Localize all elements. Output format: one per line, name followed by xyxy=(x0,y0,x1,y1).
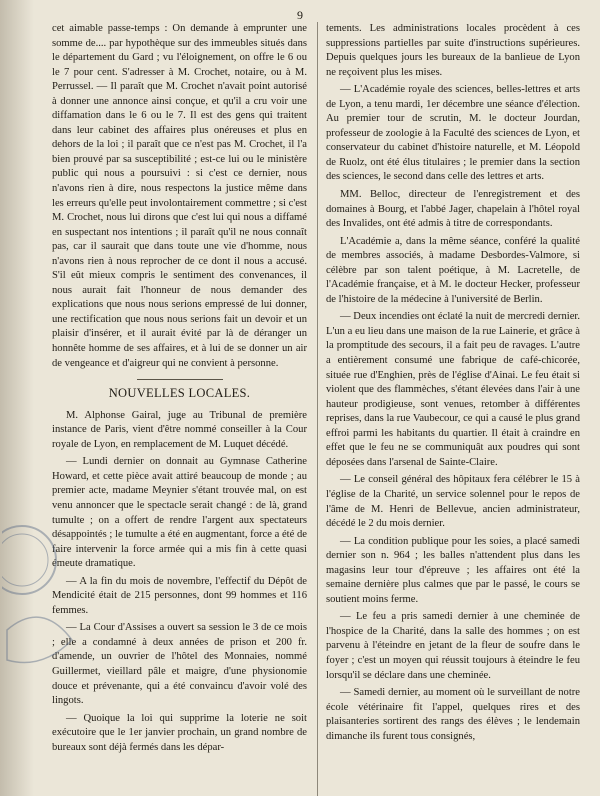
right-paragraph: — Le feu a pris samedi dernier à une cheminée de l'hospice de la Charité, dans la salle des hommes ; on est parvenu à l'éteindre en jetant de la fleur de soufre dans le foyer ; c'est un moyen qui réussit toujours à éteindre le feu lorsqu'il se déclare dans une cheminée. xyxy=(326,611,580,681)
news-item: — Lundi dernier on donnait au Gymnase Catherine Howard, et cette pièce avait attiré beaucoup de monde ; au premier acte, madame Meynier s'étant trouvée mal, on est venu annoncer que le spectacle serait changé : de là, grand tumulte ; on a offert de rendre l'argent aux spectateurs désappointés ; le tumulte a été en augmentant, force a été de faire intervenir la force armée qui a mis fin à cette quasi émeute dramatique. xyxy=(52,456,307,570)
section-title: NOUVELLES LOCALES. xyxy=(108,386,251,401)
section-rule xyxy=(137,379,223,380)
right-paragraph: — Deux incendies ont éclaté la nuit de mercredi dernier. L'un a eu lieu dans une maison de la rue Lainerie, et grâce à la promptitude des secours, il a fait peu de ravages. L'autre a entièrement consumé une fabrique de café-chicorée, située rue d'Enghien, près de l'église d'Ainai. Le feu était si violent que des flammèches, s'étant élevées dans l'air à une hauteur prodigieuse, sont venues, retomber à différentes reprises, dans la rue Vaubecour, ce qui a causé le plus grand effroi parmi les habitants du quartier. Il était à craindre en effet que le feu ne se communiquât aux poudres qui sont déposées dans l'arsenal de Sainte-Claire. xyxy=(326,311,580,468)
news-item: — La Cour d'Assises a ouvert sa session le 3 de ce mois ; elle a condamné à deux années de prison et 200 fr. d'amende, un ouvrier de l'hôtel des Monnaies, nommé Guillermet, vieillard pâle et maigre, d'une physionomie douce et prévenante, qui a été convaincu d'avoir volé des lingots. xyxy=(52,622,307,707)
right-paragraph: — L'Académie royale des sciences, belles-lettres et arts de Lyon, a tenu mardi, 1er décembre une séance d'élection. Au premier tour de scrutin, M. le docteur Jourdan, professeur de zoologie à la Faculté des sciences de Lyon, et conservateur du cabinet d'histoire naturelle, et M. Léopold de Ruolz, ont été élus titulaires ; le premier dans la section des sciences, le second dans celle des lettres et arts. xyxy=(326,84,580,183)
right-paragraph: MM. Belloc, directeur de l'enregistrement et des domaines à Bourg, et l'abbé Jager, chapelain à l'hôtel royal des Invalides, ont été admis à titre de correspondants. xyxy=(326,189,580,230)
news-item: — A la fin du mois de novembre, l'effectif du Dépôt de Mendicité était de 215 personnes, dont 99 hommes et 116 femmes. xyxy=(52,575,307,616)
page-number: 9 xyxy=(297,8,303,22)
right-paragraph: tements. Les administrations locales procèdent à ces suppressions partielles par suite d'instructions supérieures. Depuis quelques jours les bureaux de la banlieue de Lyon ne reçoivent plus les mises. xyxy=(326,23,580,78)
column-divider xyxy=(317,22,318,796)
right-paragraph: — La condition publique pour les soies, a placé samedi dernier son n. 964 ; les balles n'attendent plus dans les magasins leur tour d'épreuve ; les affaires ont été la semaine dernière plus calmes que par le passé, le cours se soutient moins ferme. xyxy=(326,535,580,605)
right-column xyxy=(326,22,580,744)
news-item: M. Alphonse Gairal, juge au Tribunal de première instance de Paris, vient d'être nommé conseiller à la Cour royale de Lyon, en remplacement de M. Luquet décédé. xyxy=(52,409,307,450)
right-paragraph: — Le conseil général des hôpitaux fera célébrer le 15 à l'église de la Charité, un service solennel pour le repos de l'âme de M. Henri de Bellevue, ancien administrateur, décédé le 2 du mois dernier. xyxy=(326,474,580,530)
right-paragraph: — Samedi dernier, au moment où le surveillant de notre école vétérinaire fit l'appel, quelques rires et des plaisanteries sortirent des rangs des élèves ; le lendemain dimanche ils furent tous consignés, xyxy=(326,687,580,742)
right-paragraph: L'Académie a, dans la même séance, conféré la qualité de membres associés, à madame Desbordes-Valmore, si célèbre par son talent poétique, à M. Lacretelle, de l'Académie française, et à M. le docteur Hecker, professeur de l'histoire de la médecine à l'université de Berlin. xyxy=(326,235,580,305)
library-stamp xyxy=(2,520,92,680)
left-paragraph: cet aimable passe-temps : On demande à emprunter une somme de.... par hypothèque sur des immeubles situés dans le département du Gard ; vu l'éloignement, on offre le 6 ou le 7 pour cent. S'adresser à M. Crochet, notaire, ou à M. Perrussel. — Il paraît que M. Crochet n'avait point autorisé à donner une annonce ainsi conçue, et qu'il a cru voir une diffamation dans le 6 ou le 7. Il est des gens qui traitent dans leur cabinet des affaires plus onéreuses et plus en dehors de la loi ; il paraît que ce n'est pas M. Crochet, il l'a bien prouvé par sa susceptibilité ; est-ce lui ou le ministère public qui nous a poursuivi : si c'est ce dernier, nous n'avons rien à dire, nous respectons la justice même dans les erreurs qu'elle peut involontairement commettre ; si c'est M. Crochet, nous lui dirons que c'est lui qui nous a diffamé en suspectant nos intentions ; il paraît qu'il ne nous connaît pas, car il saurait que dans toute une vie d'homme, nous n'avons rien à nous reprocher de ce dont il nous a accusé. S'il eût mieux compris le sentiment des convenances, il nous aurait fait l'honneur de nous demander des explications que nous nous serions empressé de lui donner, une rectification que nous nous serions fait un devoir et un plaisir d'insérer, et il aurait évité par là de déranger un honnête homme de ses affaires, et à lui de se donner un air de vengeance et d'aigreur qui ne convient à personne. xyxy=(52,23,307,369)
news-item: — Quoique la loi qui supprime la loterie ne soit exécutoire que le 1er janvier prochain, un grand nombre de bureaux sont déjà fermés dans les dépar- xyxy=(52,712,307,753)
